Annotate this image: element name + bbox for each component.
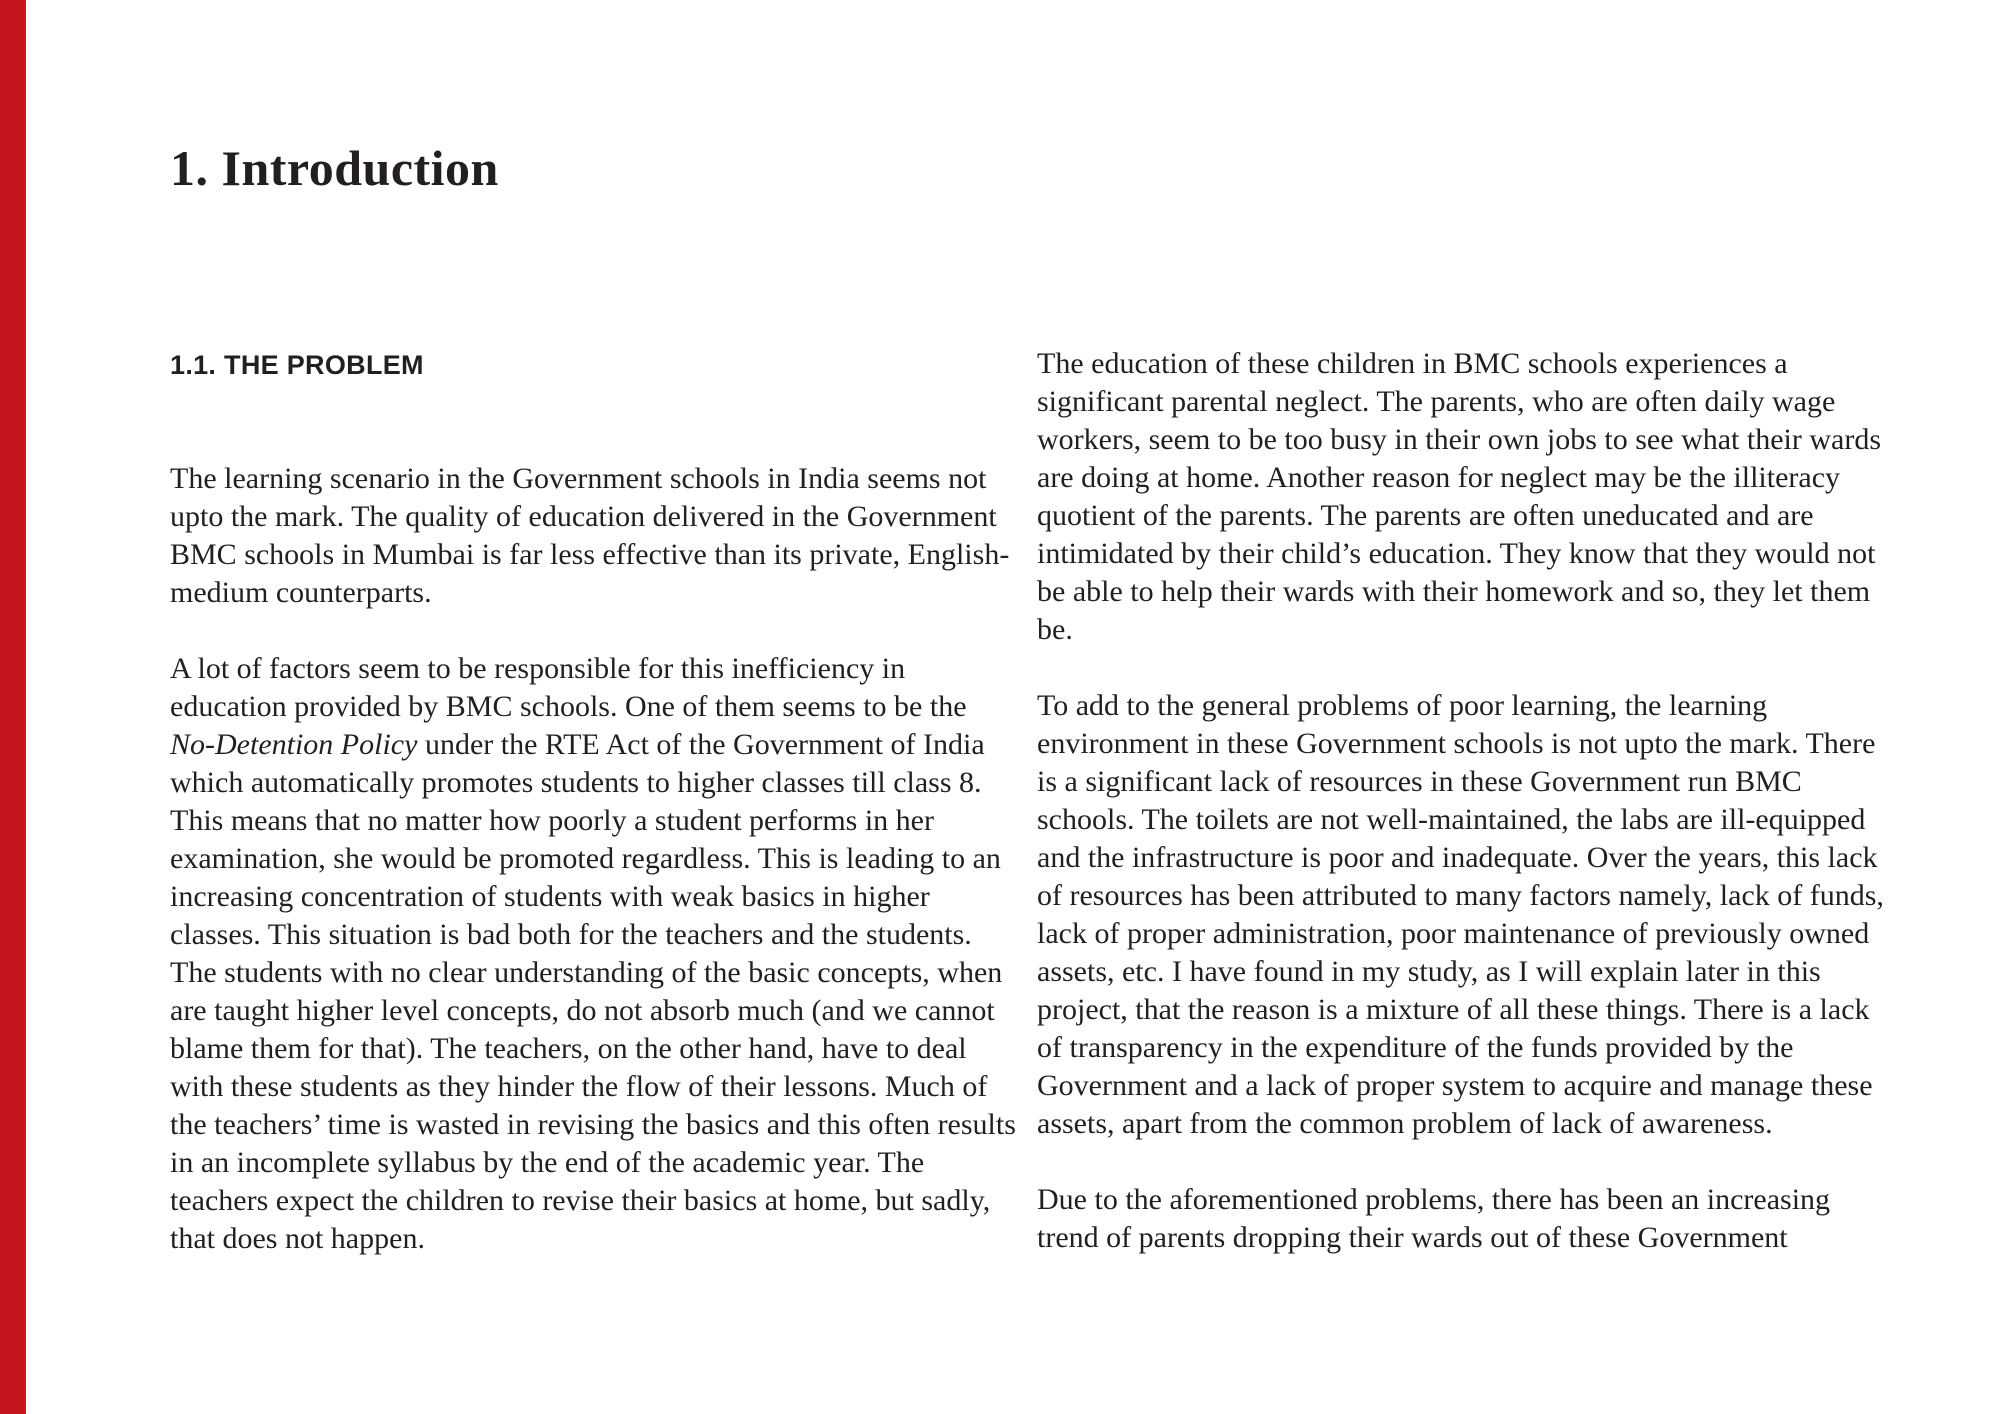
- paragraph-learning-scenario: The learning scenario in the Government schools in India seems not upto the mark. The quality of education delivered in the Government BMC schools in Mumbai is far less effective than its private, English-medium counterparts.: [170, 462, 1010, 609]
- paragraph-factors-end: under the RTE Act of the Government of India which automatically promotes students to higher classes till class 8. This means that no matter how poorly a student performs in her examination, she would be promoted regardless. This is leading to an increasing concentration of students with weak basics in higher classes. This situation is bad both for the teachers and the students. The students with no clear understanding of the basic concepts, when are taught higher level concepts, do not absorb much (and we cannot blame them for that). The teachers, on the other hand, have to deal with these students as they hinder the flow of their lessons. Much of the teachers’ time is wasted in revising the basics and this often results in an incomplete syllabus by the end of the academic year. The teachers expect the children to revise their basics at home, but sadly, that does not happen.: [170, 728, 1016, 1255]
- left-column: [170, 460, 1018, 1296]
- paragraph-dropping-trend: Due to the aforementioned problems, there has been an increasing trend of parents dropping their wards out of these Government: [1037, 1183, 1831, 1254]
- paragraph-factors: [170, 650, 1018, 1258]
- paragraph-lack-of-resources: To add to the general problems of poor learning, the learning environment in these Government schools is not upto the mark. There is a significant lack of resources in these Government run BMC schools. The toilets are not well-maintained, the labs are ill-equipped and the infrastructure is poor and inadequate. Over the years, this lack of resources has been attributed to many factors namely, lack of funds, lack of proper administration, poor maintenance of previously owned assets, etc. I have found in my study, as I will explain later in this project, that the reason is a mixture of all these things. There is a lack of transparency in the expenditure of the funds provided by the Government and a lack of proper system to acquire and manage these assets, apart from the common problem of lack of awareness.: [1037, 689, 1884, 1140]
- section-heading: 1.1. THE PROBLEM: [170, 350, 424, 380]
- chapter-title: 1. Introduction: [170, 140, 499, 196]
- no-detention-policy-italic: No-Detention Policy: [170, 728, 418, 761]
- right-column: [1037, 345, 1892, 1295]
- paragraph-factors-start: A lot of factors seem to be responsible for this inefficiency in education provided by BMC schools. One of them seems to be the: [170, 652, 967, 723]
- paragraph-parental-neglect: The education of these children in BMC schools experiences a significant parental neglect. The parents, who are often daily wage workers, seem to be too busy in their own jobs to see what their wards are doing at home. Another reason for neglect may be the illiteracy quotient of the parents. The parents are often uneducated and are intimidated by their child’s education. They know that they would not be able to help their wards with their homework and so, they let them be.: [1037, 347, 1881, 646]
- left-accent-bar: [0, 0, 26, 1414]
